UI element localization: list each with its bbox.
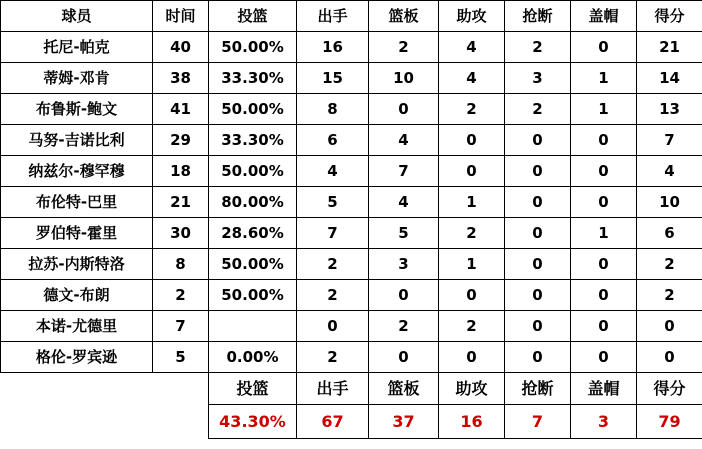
cell-points: 7: [637, 125, 702, 156]
totals-value-rebounds: 37: [369, 405, 439, 439]
table-row: [1, 218, 702, 249]
totals-header-blocks: 盖帽: [571, 373, 637, 405]
cell-points: 6: [637, 218, 702, 249]
table-row: [1, 249, 702, 280]
cell-blocks: 1: [571, 63, 637, 94]
cell-player-name: 德文-布朗: [1, 280, 153, 311]
cell-assists: 2: [439, 218, 505, 249]
cell-assists: 4: [439, 63, 505, 94]
totals-spacer-name: [1, 373, 153, 405]
cell-fg-pct: [209, 311, 297, 342]
table-row: [1, 342, 702, 373]
cell-points: 0: [637, 342, 702, 373]
cell-blocks: 0: [571, 311, 637, 342]
cell-minutes: 38: [153, 63, 209, 94]
cell-rebounds: 2: [369, 32, 439, 63]
cell-fg-pct: 33.30%: [209, 63, 297, 94]
totals-header-rebounds: 篮板: [369, 373, 439, 405]
cell-steals: 0: [505, 311, 571, 342]
cell-rebounds: 2: [369, 311, 439, 342]
cell-rebounds: 3: [369, 249, 439, 280]
totals-value-points: 79: [637, 405, 702, 439]
cell-rebounds: 4: [369, 125, 439, 156]
totals-header-fg-pct: 投篮: [209, 373, 297, 405]
totals-value-fg-pct: 43.30%: [209, 405, 297, 439]
cell-fg-pct: 50.00%: [209, 94, 297, 125]
column-header-steals: 抢断: [505, 1, 571, 32]
cell-fga: 8: [297, 94, 369, 125]
table-row: [1, 280, 702, 311]
cell-blocks: 1: [571, 94, 637, 125]
cell-fg-pct: 50.00%: [209, 249, 297, 280]
cell-player-name: 拉苏-内斯特洛: [1, 249, 153, 280]
cell-fga: 7: [297, 218, 369, 249]
cell-blocks: 0: [571, 280, 637, 311]
cell-steals: 0: [505, 187, 571, 218]
cell-player-name: 布鲁斯-鲍文: [1, 94, 153, 125]
cell-rebounds: 7: [369, 156, 439, 187]
cell-blocks: 0: [571, 156, 637, 187]
cell-points: 21: [637, 32, 702, 63]
cell-minutes: 40: [153, 32, 209, 63]
totals-header-points: 得分: [637, 373, 702, 405]
totals-header-steals: 抢断: [505, 373, 571, 405]
cell-minutes: 29: [153, 125, 209, 156]
cell-steals: 0: [505, 342, 571, 373]
cell-minutes: 2: [153, 280, 209, 311]
column-header-minutes: 时间: [153, 1, 209, 32]
cell-minutes: 41: [153, 94, 209, 125]
cell-steals: 2: [505, 94, 571, 125]
cell-steals: 2: [505, 32, 571, 63]
cell-rebounds: 10: [369, 63, 439, 94]
cell-points: 2: [637, 280, 702, 311]
totals-value-blocks: 3: [571, 405, 637, 439]
cell-minutes: 21: [153, 187, 209, 218]
cell-fga: 2: [297, 342, 369, 373]
cell-assists: 0: [439, 125, 505, 156]
cell-points: 13: [637, 94, 702, 125]
cell-assists: 0: [439, 280, 505, 311]
column-header-rebounds: 篮板: [369, 1, 439, 32]
cell-minutes: 30: [153, 218, 209, 249]
cell-blocks: 1: [571, 218, 637, 249]
cell-minutes: 5: [153, 342, 209, 373]
cell-steals: 0: [505, 280, 571, 311]
cell-fga: 0: [297, 311, 369, 342]
cell-fg-pct: 0.00%: [209, 342, 297, 373]
cell-fga: 16: [297, 32, 369, 63]
cell-player-name: 本诺-尤德里: [1, 311, 153, 342]
cell-minutes: 7: [153, 311, 209, 342]
cell-blocks: 0: [571, 187, 637, 218]
cell-assists: 0: [439, 342, 505, 373]
totals-header-row: [1, 373, 702, 405]
cell-rebounds: 0: [369, 94, 439, 125]
column-header-blocks: 盖帽: [571, 1, 637, 32]
cell-fga: 5: [297, 187, 369, 218]
cell-blocks: 0: [571, 32, 637, 63]
cell-assists: 1: [439, 249, 505, 280]
cell-fg-pct: 28.60%: [209, 218, 297, 249]
cell-rebounds: 0: [369, 342, 439, 373]
cell-blocks: 0: [571, 342, 637, 373]
table-row: [1, 32, 702, 63]
totals-header-fga: 出手: [297, 373, 369, 405]
totals-spacer-minutes-2: [153, 405, 209, 439]
totals-spacer-minutes: [153, 373, 209, 405]
cell-player-name: 罗伯特-霍里: [1, 218, 153, 249]
cell-fga: 4: [297, 156, 369, 187]
cell-player-name: 蒂姆-邓肯: [1, 63, 153, 94]
cell-minutes: 8: [153, 249, 209, 280]
cell-assists: 0: [439, 156, 505, 187]
cell-points: 2: [637, 249, 702, 280]
cell-fg-pct: 80.00%: [209, 187, 297, 218]
cell-steals: 0: [505, 249, 571, 280]
cell-player-name: 布伦特-巴里: [1, 187, 153, 218]
table-row: [1, 125, 702, 156]
cell-fg-pct: 50.00%: [209, 280, 297, 311]
cell-points: 0: [637, 311, 702, 342]
cell-assists: 4: [439, 32, 505, 63]
cell-assists: 2: [439, 311, 505, 342]
totals-value-fga: 67: [297, 405, 369, 439]
totals-header-assists: 助攻: [439, 373, 505, 405]
cell-rebounds: 5: [369, 218, 439, 249]
cell-player-name: 纳兹尔-穆罕穆: [1, 156, 153, 187]
table-row: [1, 94, 702, 125]
table-header-row: [1, 1, 702, 32]
cell-fg-pct: 50.00%: [209, 156, 297, 187]
totals-spacer-name-2: [1, 405, 153, 439]
cell-points: 4: [637, 156, 702, 187]
cell-points: 10: [637, 187, 702, 218]
column-header-player: 球员: [1, 1, 153, 32]
cell-fga: 2: [297, 280, 369, 311]
column-header-assists: 助攻: [439, 1, 505, 32]
table-row: [1, 63, 702, 94]
table-row: [1, 187, 702, 218]
cell-blocks: 0: [571, 125, 637, 156]
cell-fga: 15: [297, 63, 369, 94]
column-header-fga: 出手: [297, 1, 369, 32]
totals-values-row: [1, 405, 702, 439]
cell-points: 14: [637, 63, 702, 94]
cell-steals: 3: [505, 63, 571, 94]
table-row: [1, 311, 702, 342]
cell-fga: 6: [297, 125, 369, 156]
column-header-fg-pct: 投篮: [209, 1, 297, 32]
cell-blocks: 0: [571, 249, 637, 280]
cell-steals: 0: [505, 156, 571, 187]
cell-fg-pct: 50.00%: [209, 32, 297, 63]
cell-assists: 2: [439, 94, 505, 125]
cell-fga: 2: [297, 249, 369, 280]
totals-value-steals: 7: [505, 405, 571, 439]
table-row: [1, 156, 702, 187]
cell-assists: 1: [439, 187, 505, 218]
cell-player-name: 马努-吉诺比利: [1, 125, 153, 156]
column-header-points: 得分: [637, 1, 702, 32]
cell-steals: 0: [505, 218, 571, 249]
totals-value-assists: 16: [439, 405, 505, 439]
cell-steals: 0: [505, 125, 571, 156]
cell-rebounds: 0: [369, 280, 439, 311]
cell-player-name: 格伦-罗宾逊: [1, 342, 153, 373]
cell-rebounds: 4: [369, 187, 439, 218]
cell-fg-pct: 33.30%: [209, 125, 297, 156]
cell-player-name: 托尼-帕克: [1, 32, 153, 63]
cell-minutes: 18: [153, 156, 209, 187]
